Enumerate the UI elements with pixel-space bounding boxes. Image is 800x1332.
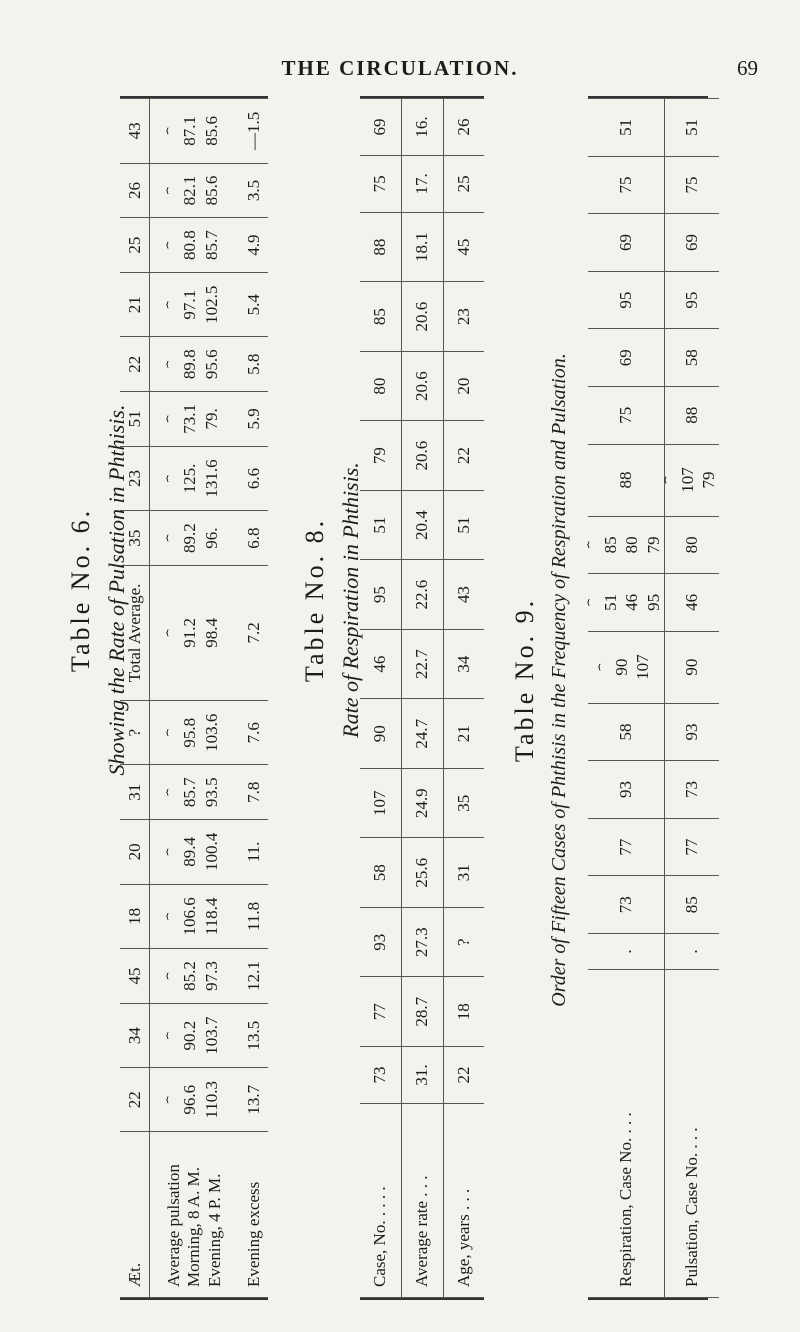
rate-cell: 20.4 bbox=[401, 490, 443, 560]
resp-cell bbox=[588, 818, 664, 876]
table8-age-row bbox=[443, 99, 484, 1298]
cell-value: 95.8 bbox=[180, 717, 200, 748]
cell-value: 107 bbox=[677, 467, 697, 493]
table8-grid bbox=[360, 98, 484, 1298]
age-cell: 45 bbox=[443, 212, 484, 282]
rate-cell: 24.9 bbox=[401, 768, 443, 838]
excess-cell: 13.5 bbox=[239, 1003, 268, 1068]
brace-icon: ⏞ bbox=[166, 1031, 181, 1040]
cell-value: 46 bbox=[622, 593, 642, 611]
cell-value: 46 bbox=[682, 593, 702, 611]
excess-cell: 6.6 bbox=[239, 446, 268, 511]
rate-cell: 20.6 bbox=[401, 421, 443, 491]
cell-value: 125. bbox=[180, 463, 200, 494]
table6-age-row bbox=[120, 99, 150, 1298]
puls-cell bbox=[664, 933, 719, 969]
rate-cell: 24.7 bbox=[401, 699, 443, 769]
row-label-line: Average pulsation bbox=[164, 1164, 184, 1287]
cell-value: 85.6 bbox=[201, 115, 221, 146]
case-cell: 93 bbox=[360, 907, 401, 977]
table6-grid bbox=[120, 98, 268, 1298]
puls-cell bbox=[664, 703, 719, 761]
resp-cell bbox=[588, 631, 664, 703]
brace-icon: ⏞ bbox=[166, 415, 181, 423]
brace-icon: ⏞ bbox=[166, 241, 181, 249]
age-cell: 34 bbox=[443, 629, 484, 699]
age-cell: 25 bbox=[443, 155, 484, 212]
cell-value: 79. bbox=[201, 408, 221, 430]
resp-cell bbox=[588, 761, 664, 819]
table9-caption bbox=[510, 120, 571, 1240]
puls-cell bbox=[664, 214, 719, 272]
brace-icon: ⏞ bbox=[166, 972, 181, 980]
table9-title: Table No. 9. bbox=[510, 597, 539, 763]
cell-value: 51 bbox=[601, 593, 620, 611]
resp-cell bbox=[588, 156, 664, 214]
resp-cell bbox=[588, 516, 664, 574]
excess-cell: 11. bbox=[239, 820, 268, 885]
age-cell: 18 bbox=[120, 884, 150, 949]
excess-cell: 6.8 bbox=[239, 511, 268, 566]
table8-subtitle: Rate of Respiration in Phthisis. bbox=[338, 462, 363, 738]
case-cell: 58 bbox=[360, 838, 401, 908]
cell-value: 131.6 bbox=[201, 459, 221, 498]
brace-icon: ⏞ bbox=[166, 360, 181, 368]
row-label-line: Morning, 8 A. M. bbox=[184, 1167, 204, 1287]
cell-value: 89.4 bbox=[180, 837, 200, 867]
cell-value: 58 bbox=[616, 723, 636, 741]
puls-cell bbox=[664, 876, 719, 934]
excess-cell: 4.9 bbox=[239, 218, 268, 273]
rate-cell: 20.6 bbox=[401, 351, 443, 421]
rate-cell: 22.6 bbox=[401, 560, 443, 630]
cell-value: 98.4 bbox=[201, 618, 221, 648]
row-label: Pulsation, Case No. . . . bbox=[664, 969, 719, 1297]
cell-value: 69 bbox=[682, 234, 702, 252]
table6-subtitle: Showing the Rate of Pulsation in Phthisis. bbox=[104, 404, 129, 776]
age-cell: 51 bbox=[120, 392, 150, 447]
age-cell: 20 bbox=[120, 820, 150, 885]
brace-icon: ⏞ bbox=[587, 598, 601, 606]
brace-icon: ⏞ bbox=[587, 541, 601, 549]
puls-cell bbox=[664, 329, 719, 387]
cell-value: 90 bbox=[611, 658, 631, 676]
pulsation-cell bbox=[150, 700, 239, 765]
pulsation-cell bbox=[150, 884, 239, 949]
brace-icon: ⏞ bbox=[166, 848, 181, 856]
puls-cell bbox=[664, 99, 719, 157]
age-cell: 35 bbox=[120, 511, 150, 566]
cell-value: 85 bbox=[682, 896, 702, 914]
table9-respiration-row bbox=[588, 99, 664, 1298]
age-cell: 34 bbox=[120, 1003, 150, 1068]
age-cell: 31 bbox=[120, 765, 150, 820]
case-cell: 75 bbox=[360, 155, 401, 212]
excess-cell: —1.5 bbox=[239, 99, 268, 164]
cell-value: 77 bbox=[682, 838, 702, 856]
excess-cell: 7.8 bbox=[239, 765, 268, 820]
cell-value: 93 bbox=[682, 723, 702, 741]
cell-value: 58 bbox=[682, 349, 702, 367]
cell-value: 93.5 bbox=[201, 777, 221, 808]
puls-cell bbox=[664, 444, 719, 516]
cell-value: 79 bbox=[699, 471, 718, 489]
age-cell: 20 bbox=[443, 351, 484, 421]
rate-cell: 27.3 bbox=[401, 907, 443, 977]
case-cell: 90 bbox=[360, 699, 401, 769]
row-label bbox=[150, 1132, 239, 1298]
table6 bbox=[120, 96, 268, 1300]
age-cell: 25 bbox=[120, 218, 150, 273]
case-cell: 107 bbox=[360, 768, 401, 838]
row-label: Age, years . . . bbox=[443, 1103, 484, 1297]
excess-cell: 5.8 bbox=[239, 337, 268, 392]
pulsation-cell bbox=[150, 1068, 239, 1132]
cell-value: 93 bbox=[616, 781, 636, 799]
cell-value: 73 bbox=[682, 781, 702, 799]
cell-value: 51 bbox=[682, 118, 702, 136]
rate-cell: 17. bbox=[401, 155, 443, 212]
brace-icon: ⏞ bbox=[166, 729, 181, 737]
cell-value: 75 bbox=[616, 176, 636, 194]
pulsation-cell bbox=[150, 1003, 239, 1068]
case-cell: 85 bbox=[360, 282, 401, 352]
cell-value: 91.2 bbox=[180, 618, 200, 648]
age-cell: ? bbox=[120, 700, 150, 765]
brace-icon: ⏞ bbox=[597, 663, 612, 671]
cell-value: 89.8 bbox=[180, 349, 200, 380]
cell-value: 95 bbox=[682, 291, 702, 309]
rate-cell: 16. bbox=[401, 99, 443, 156]
table9-grid bbox=[588, 98, 719, 1298]
case-cell: 79 bbox=[360, 421, 401, 491]
resp-cell bbox=[588, 99, 664, 157]
cell-value: 95.6 bbox=[201, 349, 221, 380]
case-cell: 80 bbox=[360, 351, 401, 421]
resp-cell bbox=[588, 933, 664, 969]
table6-excess-row bbox=[239, 99, 268, 1298]
case-cell: 46 bbox=[360, 629, 401, 699]
cell-value: 51 bbox=[616, 118, 636, 136]
cell-value: 110.3 bbox=[201, 1080, 221, 1119]
pulsation-cell bbox=[150, 446, 239, 511]
cell-value: 90.2 bbox=[180, 1020, 200, 1051]
cell-value: 95 bbox=[643, 593, 663, 611]
resp-cell bbox=[588, 386, 664, 444]
resp-cell bbox=[588, 876, 664, 934]
pulsation-cell bbox=[150, 765, 239, 820]
excess-cell: 13.7 bbox=[239, 1068, 268, 1132]
excess-cell: 5.9 bbox=[239, 392, 268, 447]
pulsation-cell bbox=[150, 392, 239, 447]
brace-icon: ⏞ bbox=[166, 534, 181, 542]
rate-cell: 18.1 bbox=[401, 212, 443, 282]
resp-cell bbox=[588, 271, 664, 329]
case-cell: 95 bbox=[360, 560, 401, 630]
table9 bbox=[587, 96, 718, 1300]
table8 bbox=[360, 96, 484, 1300]
cell-value: 89.2 bbox=[180, 523, 200, 553]
pulsation-cell bbox=[150, 949, 239, 1004]
rate-cell: 28.7 bbox=[401, 977, 443, 1047]
resp-cell bbox=[588, 703, 664, 761]
age-cell: ? bbox=[443, 907, 484, 977]
age-cell: 22 bbox=[443, 421, 484, 491]
pulsation-cell bbox=[150, 337, 239, 392]
brace-icon: ⏞ bbox=[166, 1096, 181, 1104]
age-cell: 23 bbox=[443, 282, 484, 352]
row-label: Respiration, Case No. . . . bbox=[588, 969, 664, 1297]
cell-value: 73 bbox=[616, 896, 636, 914]
table8-rate-row bbox=[401, 99, 443, 1298]
brace-icon: ⏞ bbox=[166, 474, 181, 483]
page-number: 69 bbox=[737, 56, 758, 80]
age-cell: 21 bbox=[443, 699, 484, 769]
brace-icon: ⏞ bbox=[166, 186, 181, 195]
cell-value: . bbox=[616, 949, 636, 954]
resp-cell bbox=[588, 329, 664, 387]
table9-subtitle: Order of Fifteen Cases of Phthisis in the Frequency of Respiration and Pulsation. bbox=[548, 353, 570, 1007]
cell-value: 82.1 bbox=[180, 175, 200, 206]
age-cell: 22 bbox=[120, 337, 150, 392]
cell-value: 106.6 bbox=[180, 897, 200, 936]
puls-cell bbox=[664, 761, 719, 819]
age-cell: 43 bbox=[443, 560, 484, 630]
row-label: Æt. bbox=[120, 1132, 150, 1298]
cell-value: 79 bbox=[643, 536, 663, 554]
puls-cell bbox=[664, 271, 719, 329]
row-label-line: Evening, 4 P. M. bbox=[204, 1173, 224, 1287]
age-cell: 45 bbox=[120, 949, 150, 1004]
rate-cell: 31. bbox=[401, 1047, 443, 1104]
table8-title: Table No. 8. bbox=[300, 517, 329, 683]
excess-cell: 11.8 bbox=[239, 884, 268, 949]
case-cell: 73 bbox=[360, 1047, 401, 1104]
brace-icon: ⏞ bbox=[166, 788, 181, 796]
cell-value: 77 bbox=[616, 838, 636, 856]
table9-pulsation-row bbox=[664, 99, 719, 1298]
row-label: Case, No. . . . . bbox=[360, 1103, 401, 1297]
cell-value: 85.2 bbox=[180, 961, 200, 991]
table8-caption bbox=[300, 150, 364, 1050]
resp-cell bbox=[588, 444, 664, 516]
rate-cell: 20.6 bbox=[401, 282, 443, 352]
age-cell: 23 bbox=[120, 446, 150, 511]
table6-pulsation-row bbox=[150, 99, 239, 1298]
cell-value: 97.3 bbox=[201, 961, 221, 991]
cell-value: 107 bbox=[632, 654, 652, 680]
cell-value: 80 bbox=[622, 536, 642, 554]
case-cell: 69 bbox=[360, 99, 401, 156]
excess-cell: 3.5 bbox=[239, 163, 268, 218]
age-cell: 43 bbox=[120, 99, 150, 164]
age-cell: 22 bbox=[443, 1047, 484, 1104]
cell-value: 96. bbox=[201, 527, 221, 549]
excess-cell: 5.4 bbox=[239, 272, 268, 337]
resp-cell bbox=[588, 214, 664, 272]
cell-value: 88 bbox=[616, 471, 636, 489]
pulsation-cell bbox=[150, 272, 239, 337]
cell-value: 85.6 bbox=[201, 175, 221, 206]
cell-value: 100.4 bbox=[201, 832, 221, 871]
puls-cell bbox=[664, 818, 719, 876]
cell-value: 96.6 bbox=[180, 1084, 200, 1115]
excess-cell: 12.1 bbox=[239, 949, 268, 1004]
age-cell: 18 bbox=[443, 977, 484, 1047]
row-label: Evening excess bbox=[239, 1132, 268, 1298]
age-cell: 22 bbox=[120, 1068, 150, 1132]
puls-cell bbox=[664, 574, 719, 632]
resp-cell bbox=[588, 574, 664, 632]
cell-value: 69 bbox=[616, 349, 636, 367]
brace-icon: ⏞ bbox=[166, 629, 181, 637]
rate-cell: 22.7 bbox=[401, 629, 443, 699]
brace-icon: ⏞ bbox=[166, 127, 181, 135]
brace-icon: ⏞ bbox=[166, 301, 181, 309]
cell-value: 103.7 bbox=[201, 1016, 221, 1055]
case-cell: 77 bbox=[360, 977, 401, 1047]
cell-value: 85.7 bbox=[201, 230, 221, 260]
puls-cell bbox=[664, 631, 719, 703]
pulsation-cell bbox=[150, 163, 239, 218]
table6-title: Table No. 6. bbox=[66, 507, 95, 673]
running-head: THE CIRCULATION. bbox=[281, 56, 519, 80]
pulsation-cell bbox=[150, 565, 239, 700]
cell-value: 85.7 bbox=[180, 777, 200, 808]
puls-cell bbox=[664, 516, 719, 574]
puls-cell bbox=[664, 386, 719, 444]
cell-value: 118.4 bbox=[201, 897, 221, 936]
cell-value: . bbox=[682, 949, 702, 954]
puls-cell bbox=[664, 156, 719, 214]
cell-value: 80 bbox=[682, 536, 702, 554]
cell-value: 75 bbox=[682, 176, 702, 194]
excess-cell: 7.6 bbox=[239, 700, 268, 765]
pulsation-cell bbox=[150, 820, 239, 885]
cell-value: 102.5 bbox=[201, 285, 221, 324]
cell-value: 75 bbox=[616, 406, 636, 424]
pulsation-cell bbox=[150, 511, 239, 566]
age-cell: Total Average. bbox=[120, 565, 150, 700]
pulsation-cell bbox=[150, 99, 239, 164]
case-cell: 51 bbox=[360, 490, 401, 560]
age-cell: 51 bbox=[443, 490, 484, 560]
cell-value: 90 bbox=[682, 658, 702, 676]
age-cell: 21 bbox=[120, 272, 150, 337]
brace-icon: ⏞ bbox=[166, 912, 181, 921]
age-cell: 26 bbox=[443, 99, 484, 156]
cell-value: 103.6 bbox=[201, 713, 221, 752]
cell-value: 87.1 bbox=[180, 115, 200, 146]
cell-value: 80.8 bbox=[180, 230, 200, 260]
cell-value: 69 bbox=[616, 234, 636, 252]
rate-cell: 25.6 bbox=[401, 838, 443, 908]
row-label: Average rate . . . bbox=[401, 1103, 443, 1297]
cell-value: 95 bbox=[616, 291, 636, 309]
age-cell: 35 bbox=[443, 768, 484, 838]
age-cell: 26 bbox=[120, 163, 150, 218]
cell-value: 85 bbox=[601, 536, 620, 554]
pulsation-cell bbox=[150, 218, 239, 273]
cell-value: 97.1 bbox=[180, 289, 200, 320]
brace-icon: ⏞ bbox=[663, 476, 678, 484]
age-cell: 31 bbox=[443, 838, 484, 908]
cell-value: 88 bbox=[682, 406, 702, 424]
cell-value: 73.1 bbox=[180, 404, 200, 434]
table8-case-row bbox=[360, 99, 401, 1298]
excess-cell: 7.2 bbox=[239, 565, 268, 700]
case-cell: 88 bbox=[360, 212, 401, 282]
